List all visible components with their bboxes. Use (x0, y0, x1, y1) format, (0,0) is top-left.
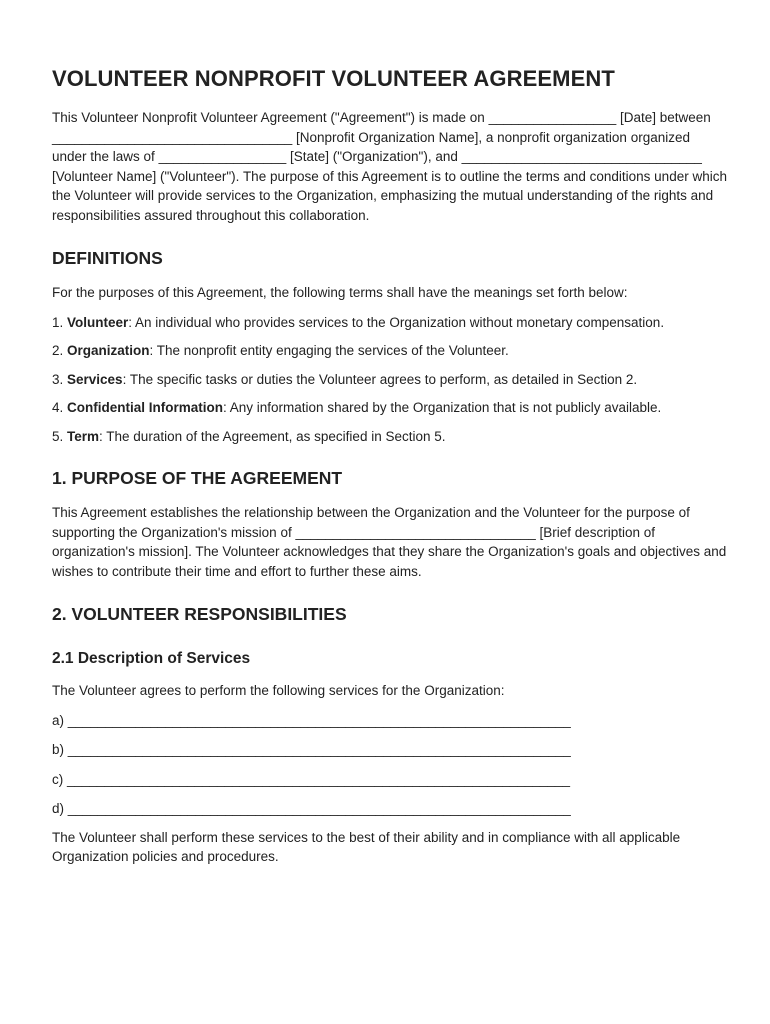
definition-item (52, 341, 728, 361)
definition-term: Organization (67, 343, 150, 358)
definition-item (52, 398, 728, 418)
services-lead: The Volunteer agrees to perform the following services for the Organization: (52, 683, 505, 698)
definitions-lead: For the purposes of this Agreement, the following terms shall have the meanings set forth below: (52, 285, 628, 300)
definition-number: 2. (52, 343, 68, 358)
service-blank-line: b) ___________________________________________________________________ (52, 742, 571, 757)
intro-paragraph: This Volunteer Nonprofit Volunteer Agreement ("Agreement") is made on _________________ [Date] between ________________________________ [Nonprofit Organization Name], a nonprofit organization organized under the laws of _________________ [State] ("Organization"), and ________________________________ [Volunteer Name] ("Volunteer"). The purpose of this Agreement is to outline the terms and conditions under which the Volunteer will provide services to the Organization, emphasizing the mutual understanding of the rights and responsibilities assured throughout this collaboration. (52, 110, 727, 223)
service-blank-line: c) ___________________________________________________________________ (52, 771, 571, 787)
definition-item (52, 427, 728, 447)
definition-number: 4. (52, 400, 68, 415)
definition-number: 5. (52, 428, 68, 444)
definition-text: : The duration of the Agreement, as specified in Section 5. (99, 428, 446, 444)
definition-term: Term (67, 428, 100, 444)
service-blank-line: d) ___________________________________________________________________ (52, 801, 571, 816)
definition-number: 3. (52, 371, 68, 387)
definition-text: : An individual who provides services to the Organization without monetary compensation. (128, 314, 665, 330)
definition-term: Services (67, 371, 123, 387)
definition-text: : The nonprofit entity engaging the services of the Volunteer. (149, 343, 509, 358)
definition-number: 1. (52, 314, 68, 330)
services-closing: The Volunteer shall perform these services to the best of their ability and in compliance with all applicable Organization policies and procedures. (52, 829, 681, 864)
service-blank-line: a) ___________________________________________________________________ (52, 712, 571, 728)
definition-term: Volunteer (67, 314, 129, 330)
definition-text: : Any information shared by the Organization that is not publicly available. (223, 400, 662, 415)
definition-term: Confidential Information (67, 400, 224, 415)
purpose-heading: 1. PURPOSE OF THE AGREEMENT (52, 468, 343, 488)
definition-text: : The specific tasks or duties the Volunteer agrees to perform, as detailed in Section 2. (122, 371, 638, 387)
definition-item (52, 313, 728, 333)
definition-item (52, 370, 728, 390)
definitions-heading: DEFINITIONS (52, 248, 163, 268)
responsibilities-heading: 2. VOLUNTEER RESPONSIBILITIES (52, 604, 347, 624)
services-subheading: 2.1 Description of Services (52, 650, 251, 667)
document-page (52, 66, 728, 867)
document-title: VOLUNTEER NONPROFIT VOLUNTEER AGREEMENT (52, 66, 615, 91)
purpose-paragraph: This Agreement establishes the relationship between the Organization and the Volunteer for the purpose of supporting the Organization's mission of ________________________________ [Brief description of organization's mission]. The Volunteer acknowledges that they share the Organization's goals and objectives and wishes to contribute their time and effort to further these aims. (52, 505, 727, 579)
